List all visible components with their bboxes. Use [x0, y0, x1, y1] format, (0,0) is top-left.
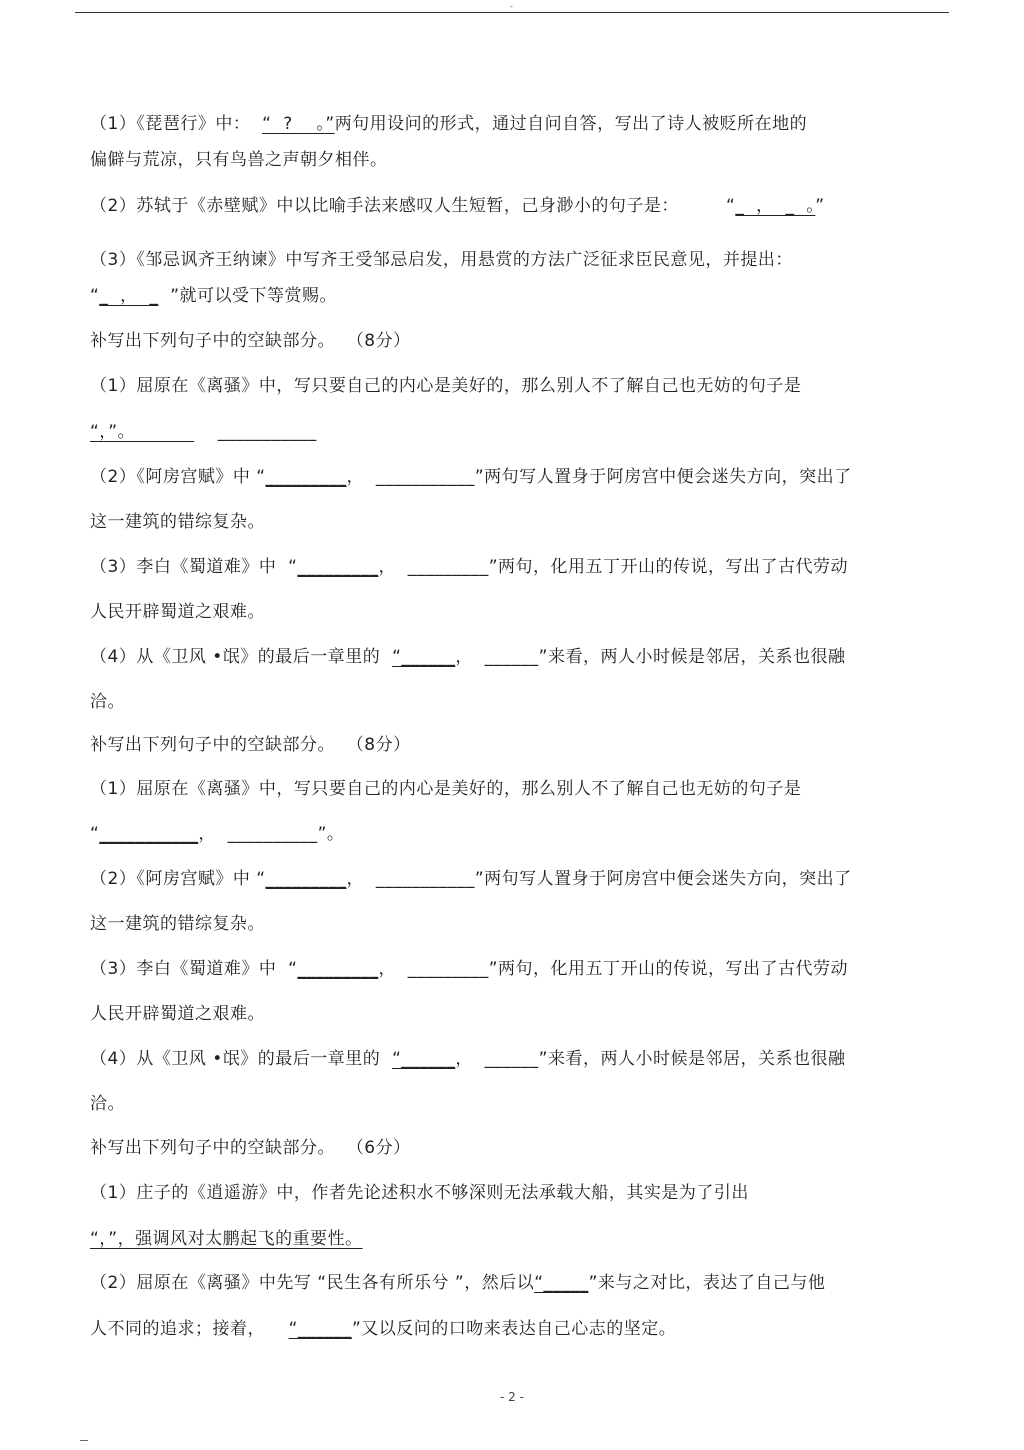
question-line: （4）从《卫风 •氓》的最后一章里的 “______， ______”来看，两人小时候是邻居，关系也很融: [90, 647, 846, 667]
header-rule: [75, 12, 949, 13]
question-line: （1）《琵琶行》中： “ ? 。”两句用设问的形式，通过自问自答，写出了诗人被贬所在地的: [90, 114, 808, 134]
question-line: （2）《阿房宫赋》中 “_________， ___________”两句写人置身于阿房宫中便会迷失方向，突出了: [90, 467, 852, 487]
question-line: （1）庄子的《逍遥游》中，作者先论述积水不够深则无法承载大船，其实是为了引出: [90, 1183, 749, 1203]
question-line: 人民开辟蜀道之艰难。: [90, 1004, 265, 1024]
question-line: （1）屈原在《离骚》中，写只要自己的内心是美好的，那么别人不了解自己也无妨的句子是: [90, 779, 802, 799]
question-line: “_ ， _ ”就可以受下等赏赐。: [90, 286, 338, 306]
section-heading: 补写出下列句子中的空缺部分。 （8分）: [90, 735, 411, 755]
question-line: 偏僻与荒凉，只有鸟兽之声朝夕相伴。: [90, 150, 388, 170]
question-line: （3）李白《蜀道难》中 “_________， _________”两句，化用五丁开山的传说，写出了古代劳动: [90, 959, 849, 979]
question-line: 这一建筑的错综复杂。: [90, 512, 265, 532]
section-heading: 补写出下列句子中的空缺部分。 （6分）: [90, 1138, 411, 1158]
question-line: 洽。: [90, 1094, 125, 1114]
question-line: 人不同的追求；接着， “______”又以反问的口吻来表达自己心志的坚定。: [90, 1319, 677, 1339]
question-line: （2）苏轼于《赤壁赋》中以比喻手法来感叹人生短暂，己身渺小的句子是： “_ ， _ 。”: [90, 196, 825, 216]
question-line: （1）屈原在《离骚》中，写只要自己的内心是美好的，那么别人不了解自己也无妨的句子是: [90, 376, 802, 396]
question-line: （4）从《卫风 •氓》的最后一章里的 “______， ______”来看，两人小时候是邻居，关系也很融: [90, 1049, 846, 1069]
question-line: （3）李白《蜀道难》中 “_________， _________”两句，化用五丁开山的传说，写出了古代劳动: [90, 557, 849, 577]
question-line: “，”，强调风对太鹏起飞的重要性。: [90, 1229, 363, 1249]
question-line: （2）屈原在《离骚》中先写 “民生各有所乐兮 ”，然后以“_____”来与之对比，表达了自己与他: [90, 1273, 826, 1293]
corner-mark: [80, 1440, 88, 1441]
question-line: “___________， __________”。: [90, 824, 345, 844]
question-line: （2）《阿房宫赋》中 “_________， ___________”两句写人置身于阿房宫中便会迷失方向，突出了: [90, 869, 852, 889]
page-number: - 2 -: [500, 1390, 524, 1404]
header-mark: -: [510, 2, 513, 11]
question-line: （3）《邹忌讽齐王纳谏》中写齐王受邹忌启发，用悬赏的方法广泛征求臣民意见，并提出：: [90, 250, 793, 270]
question-line: 洽。: [90, 692, 125, 712]
question-line: 这一建筑的错综复杂。: [90, 914, 265, 934]
question-line: 人民开辟蜀道之艰难。: [90, 602, 265, 622]
section-heading: 补写出下列句子中的空缺部分。 （8分）: [90, 331, 411, 351]
question-line: “，”。 ___________: [90, 422, 317, 442]
